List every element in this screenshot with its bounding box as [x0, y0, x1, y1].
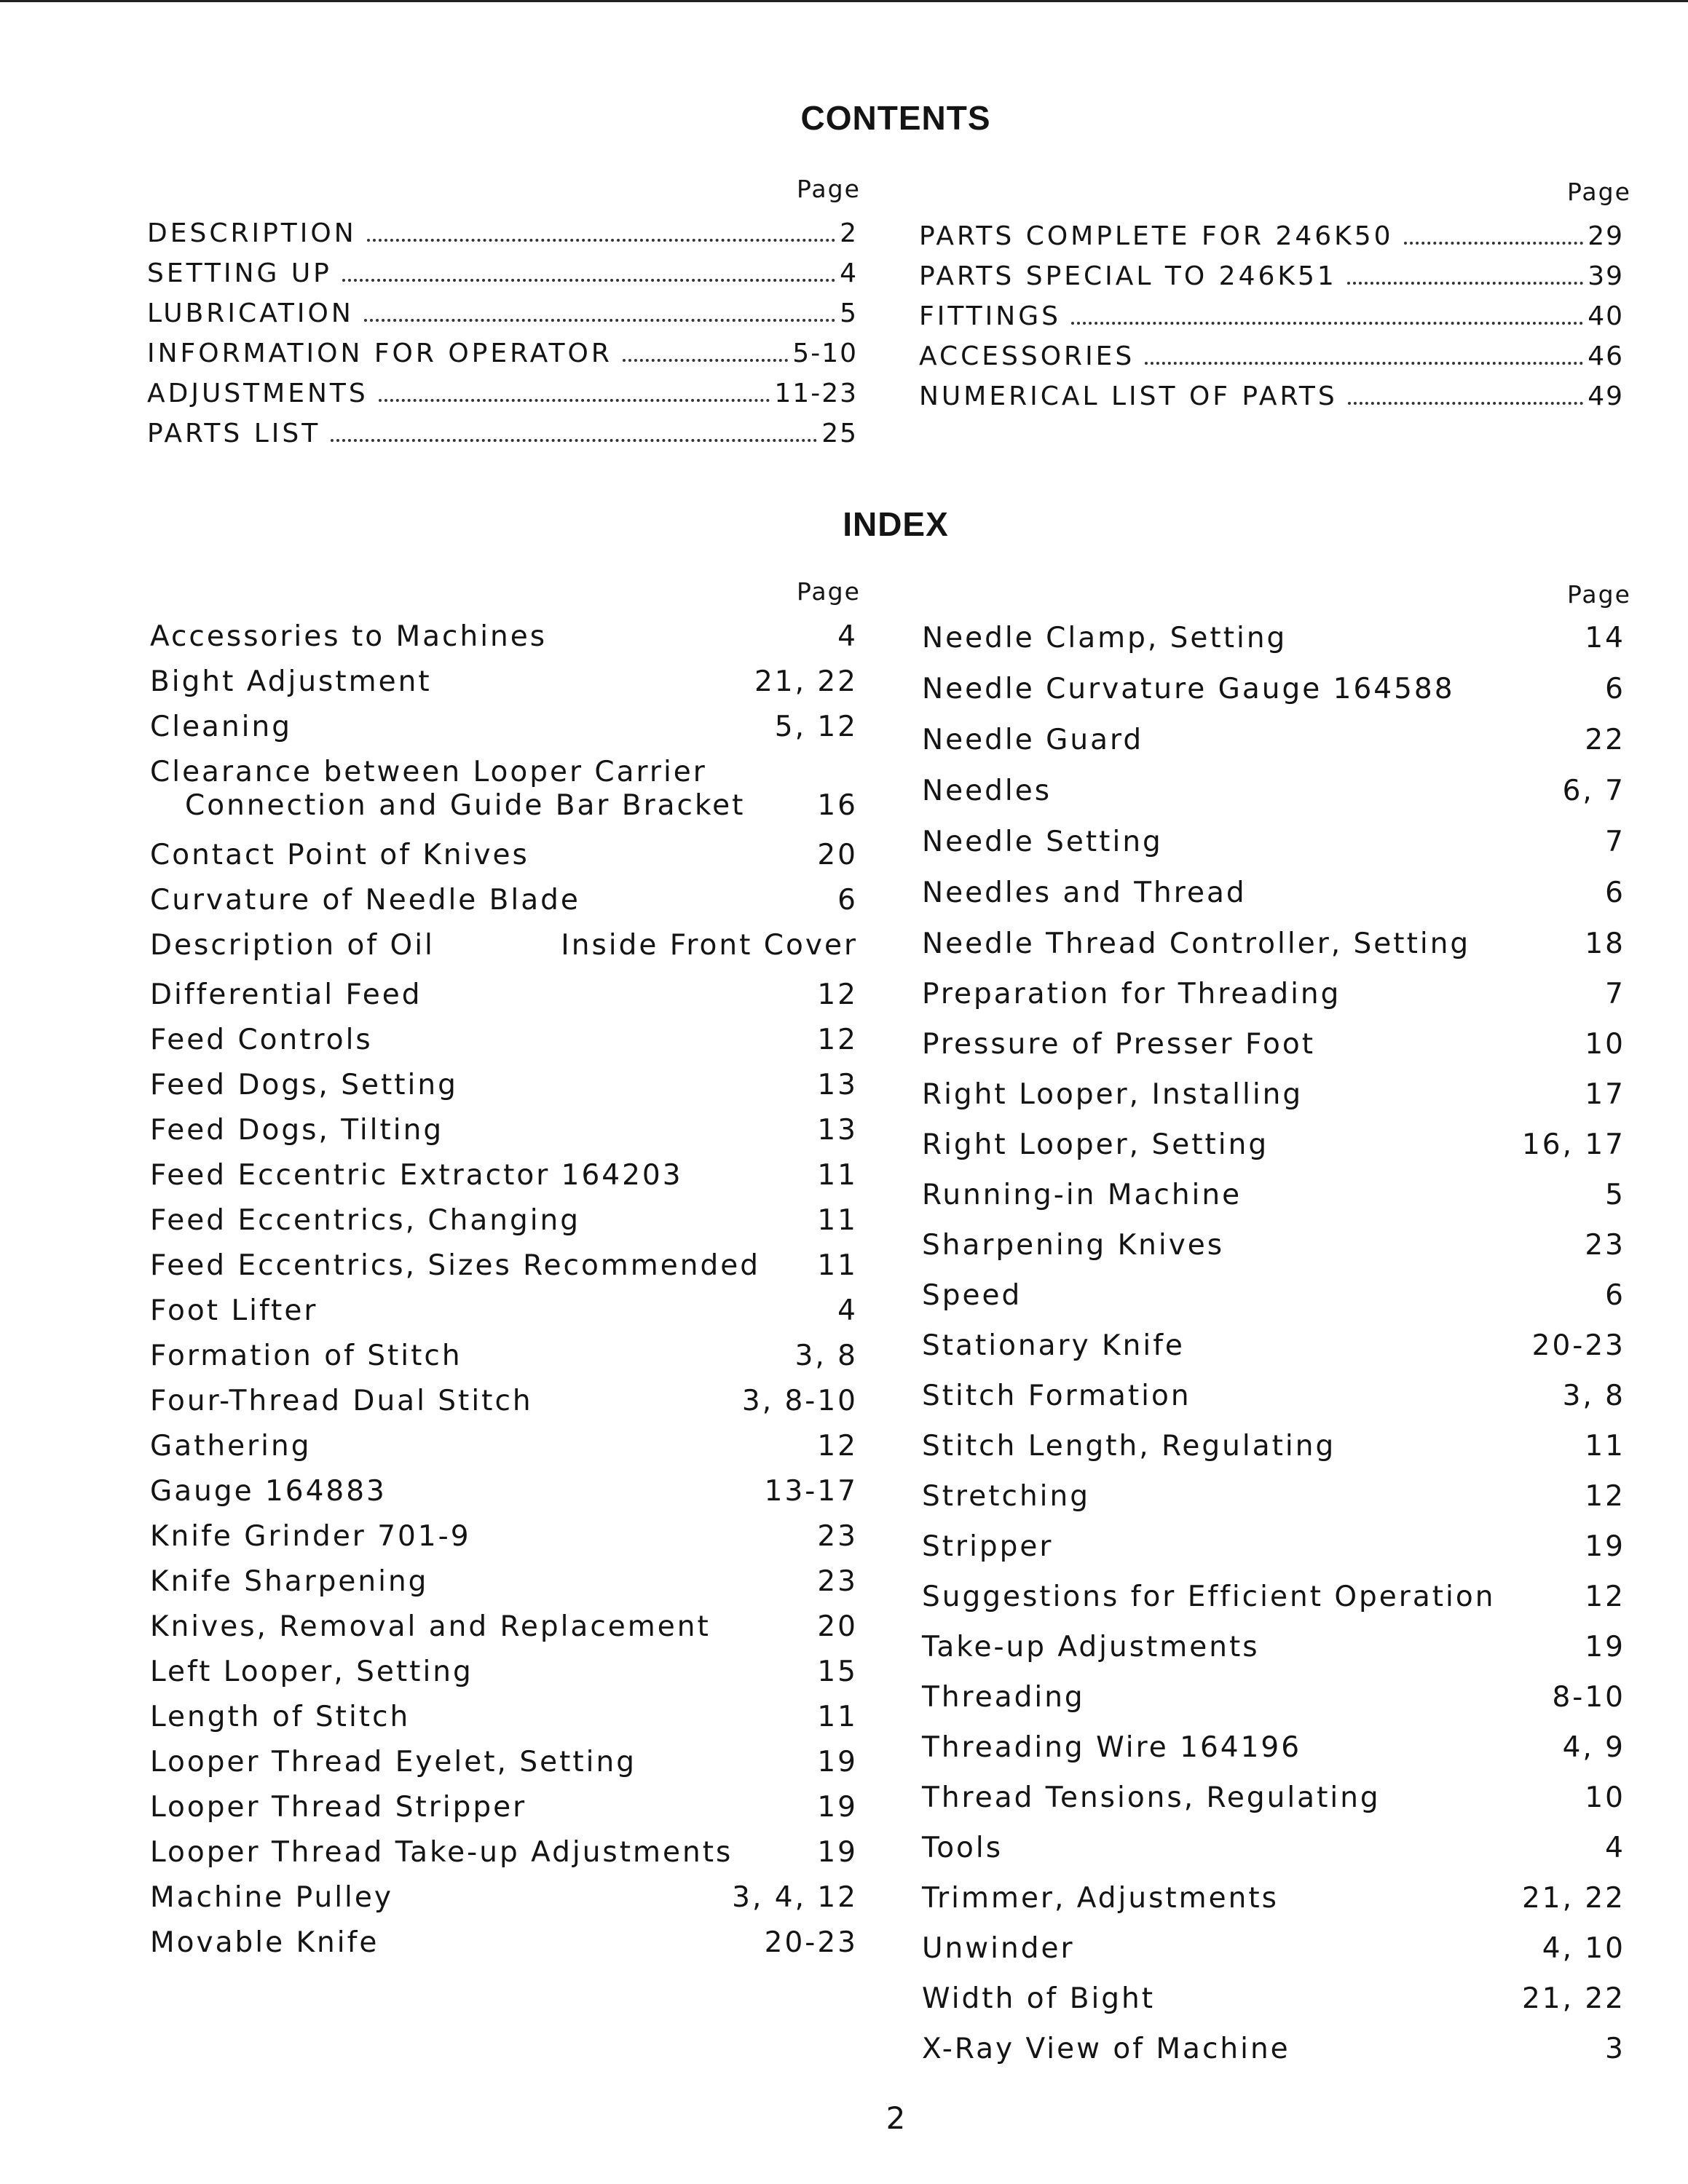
- index-entry-page: 16, 17: [1521, 1128, 1625, 1161]
- page-number: 2: [886, 2100, 906, 2136]
- contents-entry-label: FITTINGS: [919, 301, 1061, 331]
- top-border-line: [0, 0, 1688, 2]
- contents-entry-label: PARTS LIST: [147, 419, 321, 448]
- dot-leader: [379, 399, 770, 402]
- index-entry-page: 12: [817, 1430, 858, 1463]
- index-entry-label: Bight Adjustment: [150, 665, 432, 698]
- dot-leader: [1348, 402, 1583, 405]
- index-entry: [150, 711, 858, 744]
- index-entry: [150, 1069, 858, 1102]
- index-entry-page: Inside Front Cover: [561, 929, 858, 962]
- index-entry-label: Tools: [922, 1832, 1003, 1864]
- dot-leader: [367, 239, 835, 242]
- index-entry: [922, 1028, 1625, 1061]
- index-entry: [922, 1681, 1625, 1714]
- index-entry: [922, 1329, 1625, 1363]
- contents-entry: [919, 261, 1624, 291]
- index-entry-page: 21, 22: [1521, 1882, 1625, 1915]
- index-entry-page: 21, 22: [754, 665, 858, 698]
- index-entry-label: Feed Controls: [150, 1024, 373, 1056]
- index-left-page-header: Page: [797, 577, 861, 606]
- index-entry-label: Threading Wire 164196: [922, 1731, 1302, 1764]
- index-entry-page: 19: [1585, 1530, 1625, 1563]
- contents-entry-label: LUBRICATION: [147, 298, 354, 328]
- index-entry-page: 13: [817, 1069, 858, 1101]
- contents-entry-label: PARTS SPECIAL TO 246K51: [919, 261, 1337, 291]
- index-entry: [150, 1114, 858, 1147]
- index-entry: [922, 1530, 1625, 1564]
- index-entry-page: 7: [1605, 826, 1625, 858]
- index-entry-page: 20: [817, 839, 858, 871]
- contents-entry-page: 2: [840, 218, 858, 248]
- index-entry: [922, 673, 1625, 706]
- index-entry-page: 15: [817, 1655, 858, 1688]
- index-entry-page: 23: [1585, 1229, 1625, 1262]
- index-entry-label: Formation of Stitch: [150, 1340, 462, 1372]
- index-entry-label: Unwinder: [922, 1932, 1075, 1965]
- index-entry: [150, 1610, 858, 1644]
- index-entry-page: 8-10: [1552, 1681, 1625, 1714]
- index-entry-page: 19: [1585, 1631, 1625, 1663]
- index-entry: [150, 1475, 858, 1508]
- contents-entry-page: 29: [1588, 221, 1624, 251]
- index-entry-label: Thread Tensions, Regulating: [922, 1781, 1381, 1814]
- index-entry: [150, 1791, 858, 1824]
- index-entry-page: 6: [1605, 1279, 1625, 1312]
- index-entry-page: 12: [1585, 1580, 1625, 1613]
- index-entry-label: Knife Sharpening: [150, 1565, 429, 1598]
- index-entry: [150, 1430, 858, 1463]
- index-entry: [922, 1480, 1625, 1514]
- index-entry-label: Preparation for Threading: [922, 978, 1341, 1010]
- index-entry: [922, 877, 1625, 910]
- index-entry: [922, 724, 1625, 757]
- index-entry-label: Accessories to Machines: [150, 620, 548, 653]
- contents-entry: [147, 218, 858, 248]
- index-right-page-header: Page: [1567, 580, 1631, 609]
- index-entry: [150, 1701, 858, 1734]
- index-entry-page: 4: [1605, 1832, 1625, 1864]
- index-title: INDEX: [843, 505, 949, 543]
- index-entry-page: 3, 8: [794, 1340, 858, 1372]
- index-entry-page: 4: [837, 620, 858, 653]
- index-entry: [150, 1159, 858, 1192]
- index-entry: [922, 1380, 1625, 1413]
- index-entry-label: Sharpening Knives: [922, 1229, 1225, 1262]
- index-entry-page: 20-23: [1531, 1329, 1625, 1362]
- index-entry-label: Cleaning: [150, 711, 292, 743]
- contents-entry-label: PARTS COMPLETE FOR 246K50: [919, 221, 1394, 251]
- index-entry-page: 4, 10: [1542, 1932, 1625, 1965]
- index-entry-page: 3, 8: [1562, 1380, 1625, 1412]
- index-entry: [150, 1249, 858, 1283]
- index-entry-label: Right Looper, Setting: [922, 1128, 1269, 1161]
- index-entry: [922, 1982, 1625, 2016]
- index-entry-page: 10: [1585, 1028, 1625, 1061]
- index-entry-label: Machine Pulley: [150, 1881, 393, 1914]
- index-entry-page: 12: [817, 978, 858, 1011]
- index-entry-label: Stitch Length, Regulating: [922, 1430, 1336, 1463]
- index-entry-label: Needle Guard: [922, 724, 1144, 756]
- contents-entry-page: 49: [1588, 381, 1624, 411]
- index-entry: [922, 1882, 1625, 1915]
- index-entry: [150, 756, 858, 822]
- index-entry-label: Four-Thread Dual Stitch: [150, 1385, 533, 1417]
- index-entry-label: Differential Feed: [150, 978, 422, 1011]
- index-entry-page: 22: [1585, 724, 1625, 756]
- index-entry-page: 12: [817, 1024, 858, 1056]
- index-entry: [150, 1340, 858, 1373]
- index-entry-label: Needle Setting: [922, 826, 1163, 858]
- index-entry-page: 13: [817, 1114, 858, 1147]
- index-entry-label: Right Looper, Installing: [922, 1078, 1304, 1111]
- contents-entry-label: NUMERICAL LIST OF PARTS: [919, 381, 1338, 411]
- index-entry-page: 11: [817, 1249, 858, 1282]
- dot-leader: [342, 279, 835, 282]
- contents-entry-page: 25: [821, 419, 858, 448]
- index-entry-label: Stretching: [922, 1480, 1090, 1513]
- index-entry-label: Needle Curvature Gauge 164588: [922, 673, 1455, 705]
- index-entry-page: 19: [817, 1836, 858, 1869]
- index-entry: [150, 839, 858, 872]
- index-entry: [922, 1731, 1625, 1765]
- index-entry-label: Speed: [922, 1279, 1022, 1312]
- contents-entry: [919, 341, 1624, 371]
- index-entry: [150, 978, 858, 1012]
- index-entry: [150, 929, 858, 962]
- index-entry-page: 5: [1605, 1179, 1625, 1211]
- index-entry: [150, 1024, 858, 1057]
- index-entry: [922, 927, 1625, 961]
- contents-right-page-header: Page: [1567, 178, 1631, 206]
- index-entry-page: 17: [1585, 1078, 1625, 1111]
- index-entry-label: Stitch Formation: [922, 1380, 1191, 1412]
- contents-entry: [919, 301, 1624, 331]
- index-entry-page: 23: [817, 1565, 858, 1598]
- index-entry-label: Knives, Removal and Replacement: [150, 1610, 711, 1643]
- index-entry-page: 3: [1605, 2033, 1625, 2065]
- contents-entry: [147, 298, 858, 328]
- dot-leader: [364, 319, 835, 322]
- index-entry-page: 7: [1605, 978, 1625, 1010]
- index-entry-page: 20-23: [764, 1926, 858, 1959]
- dot-leader: [331, 439, 817, 442]
- index-entry-label: Gathering: [150, 1430, 312, 1463]
- index-entry-page: 11: [817, 1204, 858, 1237]
- index-entry-page: 3, 8-10: [741, 1385, 858, 1417]
- contents-entry-page: 11-23: [774, 379, 858, 408]
- index-entry: [922, 1832, 1625, 1865]
- index-entry: [150, 1294, 858, 1328]
- index-entry-label: X-Ray View of Machine: [922, 2033, 1290, 2065]
- contents-entry-label: DESCRIPTION: [147, 218, 357, 248]
- contents-entry-label: SETTING UP: [147, 258, 332, 288]
- contents-entry-page: 39: [1588, 261, 1624, 291]
- contents-entry-label: ADJUSTMENTS: [147, 379, 368, 408]
- index-entry: [922, 1631, 1625, 1664]
- index-entry-page: 18: [1585, 927, 1625, 960]
- index-entry-page: 11: [1585, 1430, 1625, 1463]
- index-entry-label: Looper Thread Stripper: [150, 1791, 527, 1824]
- index-entry: [150, 1565, 858, 1599]
- index-entry-page: 14: [1585, 622, 1625, 654]
- index-entry-page: 5, 12: [774, 711, 858, 743]
- index-entry-page: 6, 7: [1562, 775, 1625, 807]
- contents-entry-page: 46: [1588, 341, 1624, 371]
- contents-entry: [147, 258, 858, 288]
- index-entry: [150, 1881, 858, 1915]
- index-entry-label: Needles: [922, 775, 1052, 807]
- index-entry: [150, 1655, 858, 1689]
- index-entry-page: 19: [817, 1746, 858, 1779]
- index-entry: [150, 1926, 858, 1960]
- contents-entry-page: 4: [840, 258, 858, 288]
- index-entry-label: Length of Stitch: [150, 1701, 411, 1733]
- index-entry: [150, 884, 858, 917]
- index-entry-page: 19: [817, 1791, 858, 1824]
- index-entry-label: Looper Thread Eyelet, Setting: [150, 1746, 636, 1779]
- index-entry-label: Feed Dogs, Tilting: [150, 1114, 444, 1147]
- index-entry: [922, 826, 1625, 859]
- index-entry-label-continued: Connection and Guide Bar Bracket: [185, 789, 746, 822]
- index-entry-page: 13-17: [764, 1475, 858, 1508]
- index-entry-page: 4, 9: [1562, 1731, 1625, 1764]
- dot-leader: [1071, 322, 1583, 325]
- index-entry-page: 6: [837, 884, 858, 917]
- index-entry: [922, 775, 1625, 808]
- index-entry-page: 12: [1585, 1480, 1625, 1513]
- index-entry-label: Stripper: [922, 1530, 1054, 1563]
- index-entry: [150, 1204, 858, 1238]
- contents-entry-page: 5: [840, 298, 858, 328]
- index-entry-label: Contact Point of Knives: [150, 839, 529, 871]
- index-entry-label: Needle Thread Controller, Setting: [922, 927, 1471, 960]
- index-entry-label: Threading: [922, 1681, 1085, 1714]
- index-entry: [150, 620, 858, 654]
- dot-leader: [623, 359, 788, 362]
- index-entry: [922, 1580, 1625, 1614]
- contents-entry: [147, 419, 858, 448]
- contents-entry-label: ACCESSORIES: [919, 341, 1135, 371]
- index-entry-label: Needles and Thread: [922, 877, 1247, 909]
- index-entry-label: Stationary Knife: [922, 1329, 1185, 1362]
- index-entry-page: 4: [837, 1294, 858, 1327]
- contents-entry: [919, 381, 1624, 411]
- index-entry: [922, 1932, 1625, 1966]
- contents-entry: [147, 339, 858, 368]
- index-entry: [922, 1781, 1625, 1815]
- index-entry: [150, 1385, 858, 1418]
- index-entry-label: Left Looper, Setting: [150, 1655, 473, 1688]
- contents-entry: [147, 379, 858, 408]
- index-entry: [922, 1229, 1625, 1262]
- index-entry-label: Feed Eccentrics, Changing: [150, 1204, 581, 1237]
- index-entry-page: 16: [817, 789, 858, 822]
- index-entry-page: 11: [817, 1701, 858, 1733]
- index-entry-page: 11: [817, 1159, 858, 1192]
- index-entry-label: Width of Bight: [922, 1982, 1156, 2015]
- contents-entry: [919, 221, 1624, 251]
- index-entry-label: Take-up Adjustments: [922, 1631, 1260, 1663]
- contents-entry-page: 5-10: [792, 339, 858, 368]
- index-entry-label: Suggestions for Efficient Operation: [922, 1580, 1496, 1613]
- index-entry-label: Pressure of Presser Foot: [922, 1028, 1316, 1061]
- index-entry-page: 21, 22: [1521, 1982, 1625, 2015]
- dot-leader: [1145, 362, 1583, 365]
- index-entry: [150, 665, 858, 699]
- index-entry-label: Feed Eccentric Extractor 164203: [150, 1159, 683, 1192]
- index-entry-page: 3, 4, 12: [732, 1881, 858, 1914]
- index-entry-label: Feed Eccentrics, Sizes Recommended: [150, 1249, 761, 1282]
- dot-leader: [1404, 242, 1584, 245]
- index-entry-page: 6: [1605, 673, 1625, 705]
- index-entry: [150, 1836, 858, 1870]
- index-entry: [922, 978, 1625, 1011]
- index-entry: [150, 1746, 858, 1779]
- index-entry-page: 6: [1605, 877, 1625, 909]
- index-entry-label: Knife Grinder 701-9: [150, 1520, 471, 1553]
- contents-entry-label: INFORMATION FOR OPERATOR: [147, 339, 612, 368]
- index-entry: [922, 1430, 1625, 1463]
- index-entry: [922, 1279, 1625, 1313]
- index-entry-label: Gauge 164883: [150, 1475, 387, 1508]
- index-entry-label: Description of Oil: [150, 929, 435, 962]
- index-entry-label: Curvature of Needle Blade: [150, 884, 580, 917]
- index-entry: [150, 1520, 858, 1554]
- contents-left-page-header: Page: [797, 175, 861, 203]
- index-entry-page: 23: [817, 1520, 858, 1553]
- index-entry-label: Feed Dogs, Setting: [150, 1069, 458, 1101]
- dot-leader: [1347, 282, 1583, 285]
- index-entry-page: 10: [1585, 1781, 1625, 1814]
- index-entry-label: Clearance between Looper Carrier: [150, 756, 707, 788]
- index-entry-label: Foot Lifter: [150, 1294, 318, 1327]
- index-entry-page: 20: [817, 1610, 858, 1643]
- index-entry-label: Looper Thread Take-up Adjustments: [150, 1836, 733, 1869]
- index-entry-label: Running-in Machine: [922, 1179, 1242, 1211]
- index-entry: [922, 2033, 1625, 2066]
- index-entry: [922, 1078, 1625, 1112]
- index-entry: [922, 622, 1625, 655]
- contents-entry-page: 40: [1588, 301, 1624, 331]
- contents-title: CONTENTS: [800, 99, 991, 137]
- index-entry-label: Movable Knife: [150, 1926, 379, 1959]
- index-entry-label: Needle Clamp, Setting: [922, 622, 1287, 654]
- index-entry: [922, 1179, 1625, 1212]
- index-entry: [922, 1128, 1625, 1162]
- index-entry-label: Trimmer, Adjustments: [922, 1882, 1279, 1915]
